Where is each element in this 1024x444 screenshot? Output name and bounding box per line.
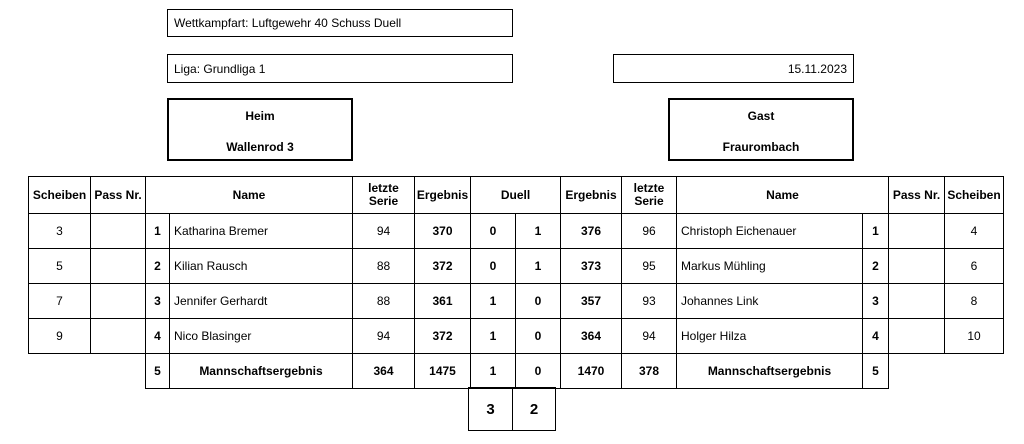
heim-total-ergebnis: 1475 — [415, 354, 471, 389]
gast-scheiben: 4 — [945, 214, 1004, 249]
heim-name: Nico Blasinger — [170, 319, 353, 354]
heim-serie: 94 — [353, 214, 415, 249]
heim-ergebnis: 361 — [415, 284, 471, 319]
wettkampfart-field — [167, 9, 513, 37]
liga-field — [167, 54, 513, 83]
col-ergebnis-gast: Ergebnis — [561, 177, 622, 214]
heim-ergebnis: 372 — [415, 319, 471, 354]
duell-gast: 0 — [516, 284, 561, 319]
duell-heim: 1 — [471, 319, 516, 354]
col-name-heim: Name — [146, 177, 353, 214]
table-row — [29, 319, 1004, 354]
duell-heim: 1 — [471, 284, 516, 319]
empty-cell — [91, 354, 146, 389]
heim-serie: 94 — [353, 319, 415, 354]
heim-total-serie: 364 — [353, 354, 415, 389]
heim-ergebnis: 372 — [415, 249, 471, 284]
gast-serie: 95 — [622, 249, 677, 284]
col-pass-heim: Pass Nr. — [91, 177, 146, 214]
col-serie-gast-line2: Serie — [634, 194, 664, 208]
final-score-gast: 2 — [512, 387, 556, 431]
col-serie-gast-line1: letzte — [633, 181, 665, 195]
empty-cell — [29, 354, 91, 389]
heim-serie: 88 — [353, 284, 415, 319]
gast-total-ergebnis: 1470 — [561, 354, 622, 389]
gast-serie: 96 — [622, 214, 677, 249]
heim-label: Heim — [245, 109, 275, 123]
heim-pass-nr — [91, 284, 146, 319]
gast-ergebnis: 373 — [561, 249, 622, 284]
col-serie-heim — [353, 177, 415, 214]
gast-pass-nr — [889, 319, 945, 354]
heim-nr: 1 — [146, 214, 170, 249]
duell-heim: 0 — [471, 214, 516, 249]
gast-scheiben: 10 — [945, 319, 1004, 354]
liga-text: Liga: Grundliga 1 — [174, 61, 266, 76]
gast-total-label: Mannschaftsergebnis — [677, 354, 863, 389]
duell-gast: 1 — [516, 249, 561, 284]
total-row — [29, 354, 1004, 389]
heim-name: Katharina Bremer — [170, 214, 353, 249]
datum-text: 15.11.2023 — [787, 61, 847, 76]
gast-name: Markus Mühling — [677, 249, 863, 284]
heim-scheiben: 7 — [29, 284, 91, 319]
col-duell: Duell — [471, 177, 561, 214]
total-duell-heim: 1 — [471, 354, 516, 389]
col-name-gast: Name — [677, 177, 889, 214]
heim-scheiben: 3 — [29, 214, 91, 249]
gast-serie: 94 — [622, 319, 677, 354]
gast-nr: 2 — [863, 249, 889, 284]
gast-ergebnis: 357 — [561, 284, 622, 319]
gast-team-name: Fraurombach — [722, 140, 800, 154]
duell-heim: 0 — [471, 249, 516, 284]
final-score-heim: 3 — [468, 387, 513, 431]
heim-pass-nr — [91, 214, 146, 249]
gast-ergebnis: 376 — [561, 214, 622, 249]
col-scheiben-gast: Scheiben — [945, 177, 1004, 214]
heim-total-nr: 5 — [146, 354, 170, 389]
gast-scheiben: 8 — [945, 284, 1004, 319]
heim-scheiben: 5 — [29, 249, 91, 284]
table-row — [29, 214, 1004, 249]
gast-pass-nr — [889, 214, 945, 249]
heim-serie: 88 — [353, 249, 415, 284]
heim-pass-nr — [91, 249, 146, 284]
wettkampfart-text: Wettkampfart: Luftgewehr 40 Schuss Duell — [174, 16, 402, 30]
heim-nr: 4 — [146, 319, 170, 354]
gast-name: Christoph Eichenauer — [677, 214, 863, 249]
heim-nr: 3 — [146, 284, 170, 319]
table-header-row — [29, 177, 1004, 214]
heim-box — [167, 98, 353, 161]
gast-nr: 3 — [863, 284, 889, 319]
gast-name: Johannes Link — [677, 284, 863, 319]
heim-total-label: Mannschaftsergebnis — [170, 354, 353, 389]
gast-scheiben: 6 — [945, 249, 1004, 284]
col-serie-gast — [622, 177, 677, 214]
gast-nr: 1 — [863, 214, 889, 249]
gast-pass-nr — [889, 249, 945, 284]
col-serie-heim-line1: letzte — [368, 181, 399, 195]
results-table — [28, 176, 1004, 389]
col-ergebnis-heim: Ergebnis — [415, 177, 471, 214]
gast-total-serie: 378 — [622, 354, 677, 389]
col-scheiben-heim: Scheiben — [29, 177, 91, 214]
gast-ergebnis: 364 — [561, 319, 622, 354]
heim-nr: 2 — [146, 249, 170, 284]
heim-team-name: Wallenrod 3 — [226, 140, 294, 154]
table-row — [29, 284, 1004, 319]
empty-cell — [889, 354, 945, 389]
duell-gast: 0 — [516, 319, 561, 354]
gast-pass-nr — [889, 284, 945, 319]
heim-name: Jennifer Gerhardt — [170, 284, 353, 319]
empty-cell — [945, 354, 1004, 389]
gast-box — [668, 98, 854, 161]
heim-pass-nr — [91, 319, 146, 354]
total-duell-gast: 0 — [516, 354, 561, 389]
gast-label: Gast — [747, 109, 775, 123]
gast-serie: 93 — [622, 284, 677, 319]
heim-name: Kilian Rausch — [170, 249, 353, 284]
heim-ergebnis: 370 — [415, 214, 471, 249]
datum-field — [613, 54, 854, 83]
table-row — [29, 249, 1004, 284]
gast-nr: 4 — [863, 319, 889, 354]
gast-name: Holger Hilza — [677, 319, 863, 354]
heim-scheiben: 9 — [29, 319, 91, 354]
duell-gast: 1 — [516, 214, 561, 249]
col-serie-heim-line2: Serie — [368, 194, 399, 208]
gast-total-nr: 5 — [863, 354, 889, 389]
col-pass-gast: Pass Nr. — [889, 177, 945, 214]
